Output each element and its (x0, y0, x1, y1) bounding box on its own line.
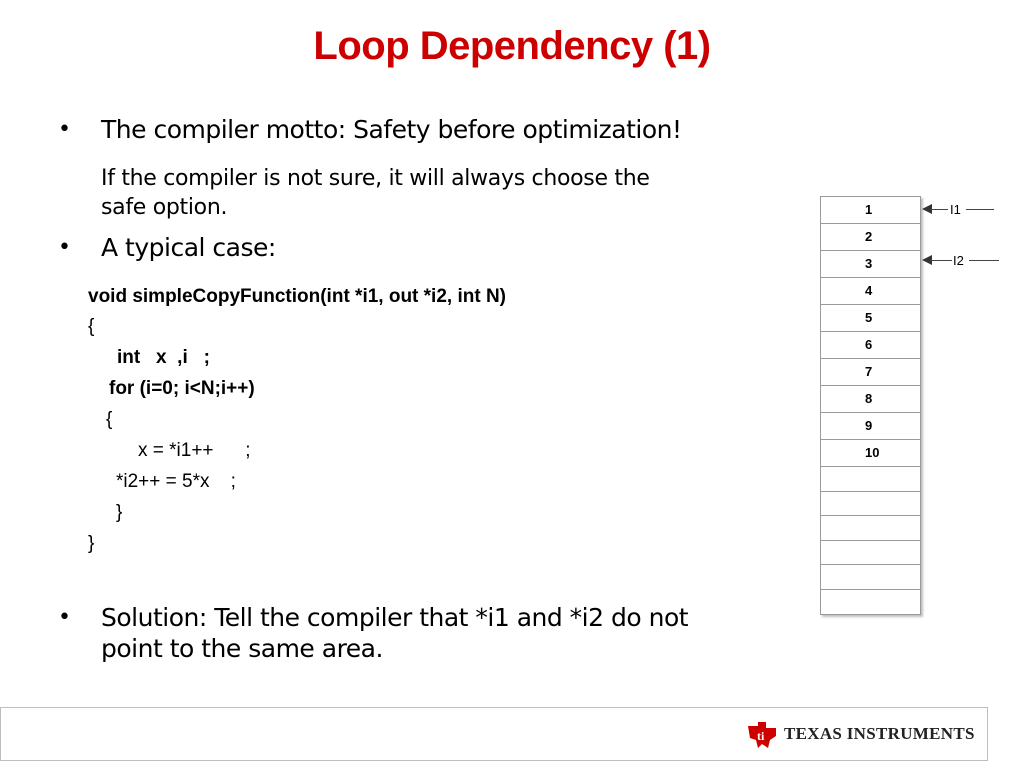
memory-cell: 1 (821, 197, 921, 224)
code-line: *i2++ = 5*x ; (116, 471, 236, 492)
slide-title: Loop Dependency (1) (313, 24, 711, 68)
memory-cell: 4 (821, 278, 921, 305)
memory-cell: 9 (821, 413, 921, 440)
svg-text:ti: ti (757, 729, 765, 743)
bullet-text: A typical case: (101, 233, 276, 262)
pointer-i1-tail (966, 209, 994, 210)
code-line: void simpleCopyFunction(int *i1, out *i2, int N) (88, 286, 506, 307)
memory-cell: 10 (821, 440, 921, 467)
bullet-symbol: • (58, 605, 71, 630)
explanation-line: safe option. (101, 195, 228, 220)
bullet-text-line: point to the same area. (101, 634, 383, 663)
pointer-i1-label: I1 (950, 202, 961, 217)
code-line: { (106, 409, 113, 430)
memory-cell: 5 (821, 305, 921, 332)
memory-cell (821, 540, 921, 565)
memory-cell: 6 (821, 332, 921, 359)
code-line: { (88, 316, 95, 337)
explanation-line: If the compiler is not sure, it will always choose the (101, 166, 650, 191)
memory-cell (821, 491, 921, 516)
memory-cell: 7 (821, 359, 921, 386)
code-line: } (116, 502, 123, 523)
bullet-text-line: Solution: Tell the compiler that *i1 and *i2 do not (101, 603, 689, 632)
memory-cell: 2 (821, 224, 921, 251)
bullet-symbol: • (58, 117, 71, 142)
bullet-text: The compiler motto: Safety before optimization! (101, 115, 682, 144)
memory-cell (821, 467, 921, 492)
ti-brand-text: TEXAS INSTRUMENTS (784, 724, 975, 743)
memory-cell: 3 (821, 251, 921, 278)
code-line: for (i=0; i<N;i++) (109, 378, 255, 399)
code-line: } (88, 533, 95, 554)
ti-logo-icon (746, 718, 778, 750)
bullet-symbol: • (58, 235, 71, 260)
memory-cell (821, 516, 921, 541)
pointer-i1-line (930, 209, 948, 210)
code-line: x = *i1++ ; (138, 440, 251, 461)
code-line: int x ,i ; (117, 347, 210, 368)
pointer-i2-tail (969, 260, 999, 261)
memory-cell: 8 (821, 386, 921, 413)
memory-cell (821, 565, 921, 590)
memory-cell (821, 589, 921, 614)
pointer-i2-label: I2 (953, 253, 964, 268)
bullet-text (101, 602, 688, 664)
memory-array-diagram (820, 196, 921, 615)
pointer-i2-line (930, 260, 952, 261)
motto-explanation (101, 164, 781, 222)
